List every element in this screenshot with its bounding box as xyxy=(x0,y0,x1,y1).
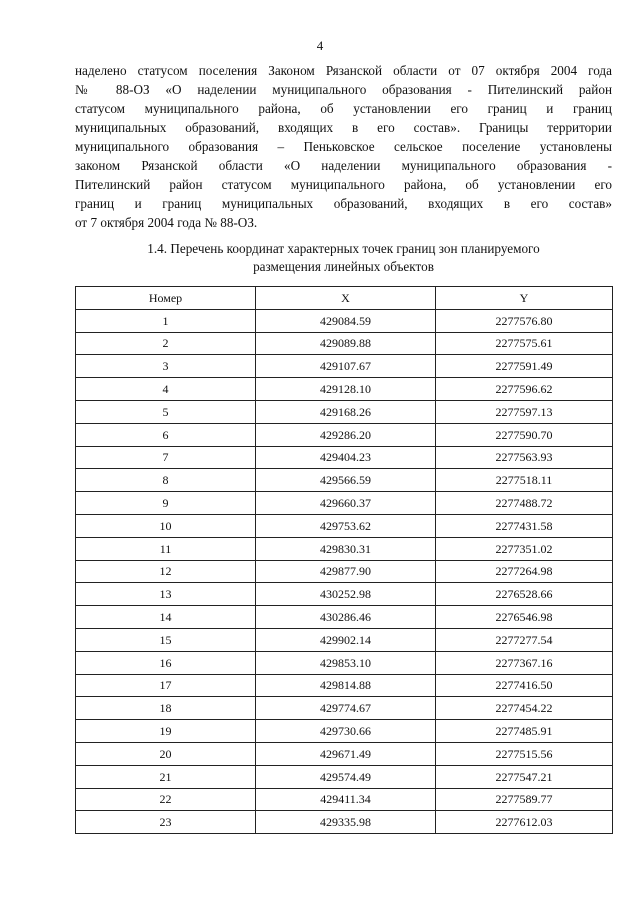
cell-number: 10 xyxy=(76,514,256,537)
table-row xyxy=(76,537,613,560)
table-row xyxy=(76,469,613,492)
table-row xyxy=(76,355,613,378)
section-title-line-1: 1.4. Перечень координат характерных точек границ зон планируемого xyxy=(147,241,540,256)
table-row xyxy=(76,720,613,743)
cell-x: 429730.66 xyxy=(256,720,436,743)
cell-number: 23 xyxy=(76,811,256,834)
cell-x: 429107.67 xyxy=(256,355,436,378)
cell-x: 429660.37 xyxy=(256,492,436,515)
table-row xyxy=(76,697,613,720)
cell-number: 18 xyxy=(76,697,256,720)
paragraph-line: № 88-ОЗ «О наделении муниципального образования - Пителинский район xyxy=(75,82,612,97)
table-row xyxy=(76,446,613,469)
cell-x: 429168.26 xyxy=(256,400,436,423)
cell-x: 429830.31 xyxy=(256,537,436,560)
cell-number: 19 xyxy=(76,720,256,743)
cell-y: 2277589.77 xyxy=(436,788,613,811)
table-row xyxy=(76,674,613,697)
cell-x: 429566.59 xyxy=(256,469,436,492)
cell-y: 2277590.70 xyxy=(436,423,613,446)
cell-x: 429128.10 xyxy=(256,378,436,401)
table-row xyxy=(76,492,613,515)
table-row xyxy=(76,788,613,811)
table-row xyxy=(76,628,613,651)
cell-x: 429902.14 xyxy=(256,628,436,651)
cell-number: 17 xyxy=(76,674,256,697)
table-header-row xyxy=(76,287,613,310)
cell-x: 429671.49 xyxy=(256,742,436,765)
cell-number: 3 xyxy=(76,355,256,378)
cell-y: 2277575.61 xyxy=(436,332,613,355)
paragraph-line: муниципальных образований, входящих в его состав». Границы территории xyxy=(75,120,612,135)
cell-y: 2277351.02 xyxy=(436,537,613,560)
cell-y: 2277485.91 xyxy=(436,720,613,743)
cell-number: 20 xyxy=(76,742,256,765)
table-row xyxy=(76,742,613,765)
table-row xyxy=(76,651,613,674)
cell-y: 2277576.80 xyxy=(436,309,613,332)
cell-number: 5 xyxy=(76,400,256,423)
cell-y: 2277454.22 xyxy=(436,697,613,720)
cell-number: 1 xyxy=(76,309,256,332)
cell-x: 429404.23 xyxy=(256,446,436,469)
column-header-x: X xyxy=(256,287,436,310)
cell-x: 429753.62 xyxy=(256,514,436,537)
cell-x: 429877.90 xyxy=(256,560,436,583)
cell-x: 429574.49 xyxy=(256,765,436,788)
cell-x: 429774.67 xyxy=(256,697,436,720)
paragraph-line: статусом муниципального района, об установлении его границ и границ xyxy=(75,101,612,116)
table-row xyxy=(76,400,613,423)
cell-y: 2277547.21 xyxy=(436,765,613,788)
cell-number: 9 xyxy=(76,492,256,515)
page-number: 4 xyxy=(316,38,324,53)
section-title-line-2: размещения линейных объектов xyxy=(253,259,434,274)
cell-x: 429853.10 xyxy=(256,651,436,674)
paragraph-line: границ и границ муниципальных образований, входящих в его состав» xyxy=(75,196,612,211)
table-body xyxy=(76,309,613,833)
paragraph-line: наделено статусом поселения Законом Рязанской области от 07 октября 2004 года xyxy=(75,63,612,78)
coordinates-table xyxy=(75,286,613,834)
cell-y: 2277596.62 xyxy=(436,378,613,401)
section-title xyxy=(75,240,612,276)
table-row xyxy=(76,514,613,537)
cell-y: 2277488.72 xyxy=(436,492,613,515)
cell-y: 2277277.54 xyxy=(436,628,613,651)
table-row xyxy=(76,583,613,606)
cell-y: 2277591.49 xyxy=(436,355,613,378)
table-row xyxy=(76,423,613,446)
cell-x: 430286.46 xyxy=(256,606,436,629)
cell-number: 13 xyxy=(76,583,256,606)
paragraph-line: от 7 октября 2004 года № 88-ОЗ. xyxy=(75,215,258,230)
table-row xyxy=(76,606,613,629)
cell-y: 2277431.58 xyxy=(436,514,613,537)
cell-y: 2277264.98 xyxy=(436,560,613,583)
cell-x: 429286.20 xyxy=(256,423,436,446)
cell-number: 16 xyxy=(76,651,256,674)
cell-y: 2277563.93 xyxy=(436,446,613,469)
cell-x: 430252.98 xyxy=(256,583,436,606)
cell-y: 2277518.11 xyxy=(436,469,613,492)
cell-number: 12 xyxy=(76,560,256,583)
cell-number: 7 xyxy=(76,446,256,469)
column-header-number: Номер xyxy=(76,287,256,310)
cell-x: 429089.88 xyxy=(256,332,436,355)
table-row xyxy=(76,811,613,834)
cell-number: 4 xyxy=(76,378,256,401)
paragraph-line: муниципального образования – Пеньковское сельское поселение установлены xyxy=(75,139,612,154)
cell-y: 2277416.50 xyxy=(436,674,613,697)
cell-y: 2276546.98 xyxy=(436,606,613,629)
table-row xyxy=(76,560,613,583)
cell-y: 2277612.03 xyxy=(436,811,613,834)
cell-number: 2 xyxy=(76,332,256,355)
cell-number: 14 xyxy=(76,606,256,629)
cell-number: 11 xyxy=(76,537,256,560)
cell-number: 15 xyxy=(76,628,256,651)
cell-x: 429084.59 xyxy=(256,309,436,332)
table-row xyxy=(76,378,613,401)
table-row xyxy=(76,309,613,332)
cell-y: 2276528.66 xyxy=(436,583,613,606)
paragraph-line: законом Рязанской области «О наделении муниципального образования - xyxy=(75,158,612,173)
cell-x: 429411.34 xyxy=(256,788,436,811)
cell-y: 2277597.13 xyxy=(436,400,613,423)
cell-number: 8 xyxy=(76,469,256,492)
cell-y: 2277367.16 xyxy=(436,651,613,674)
cell-number: 22 xyxy=(76,788,256,811)
paragraph-line: Пителинский район статусом муниципального района, об установлении его xyxy=(75,177,612,192)
table-row xyxy=(76,765,613,788)
table-row xyxy=(76,332,613,355)
cell-x: 429335.98 xyxy=(256,811,436,834)
cell-x: 429814.88 xyxy=(256,674,436,697)
column-header-y: Y xyxy=(436,287,613,310)
cell-number: 6 xyxy=(76,423,256,446)
cell-number: 21 xyxy=(76,765,256,788)
cell-y: 2277515.56 xyxy=(436,742,613,765)
